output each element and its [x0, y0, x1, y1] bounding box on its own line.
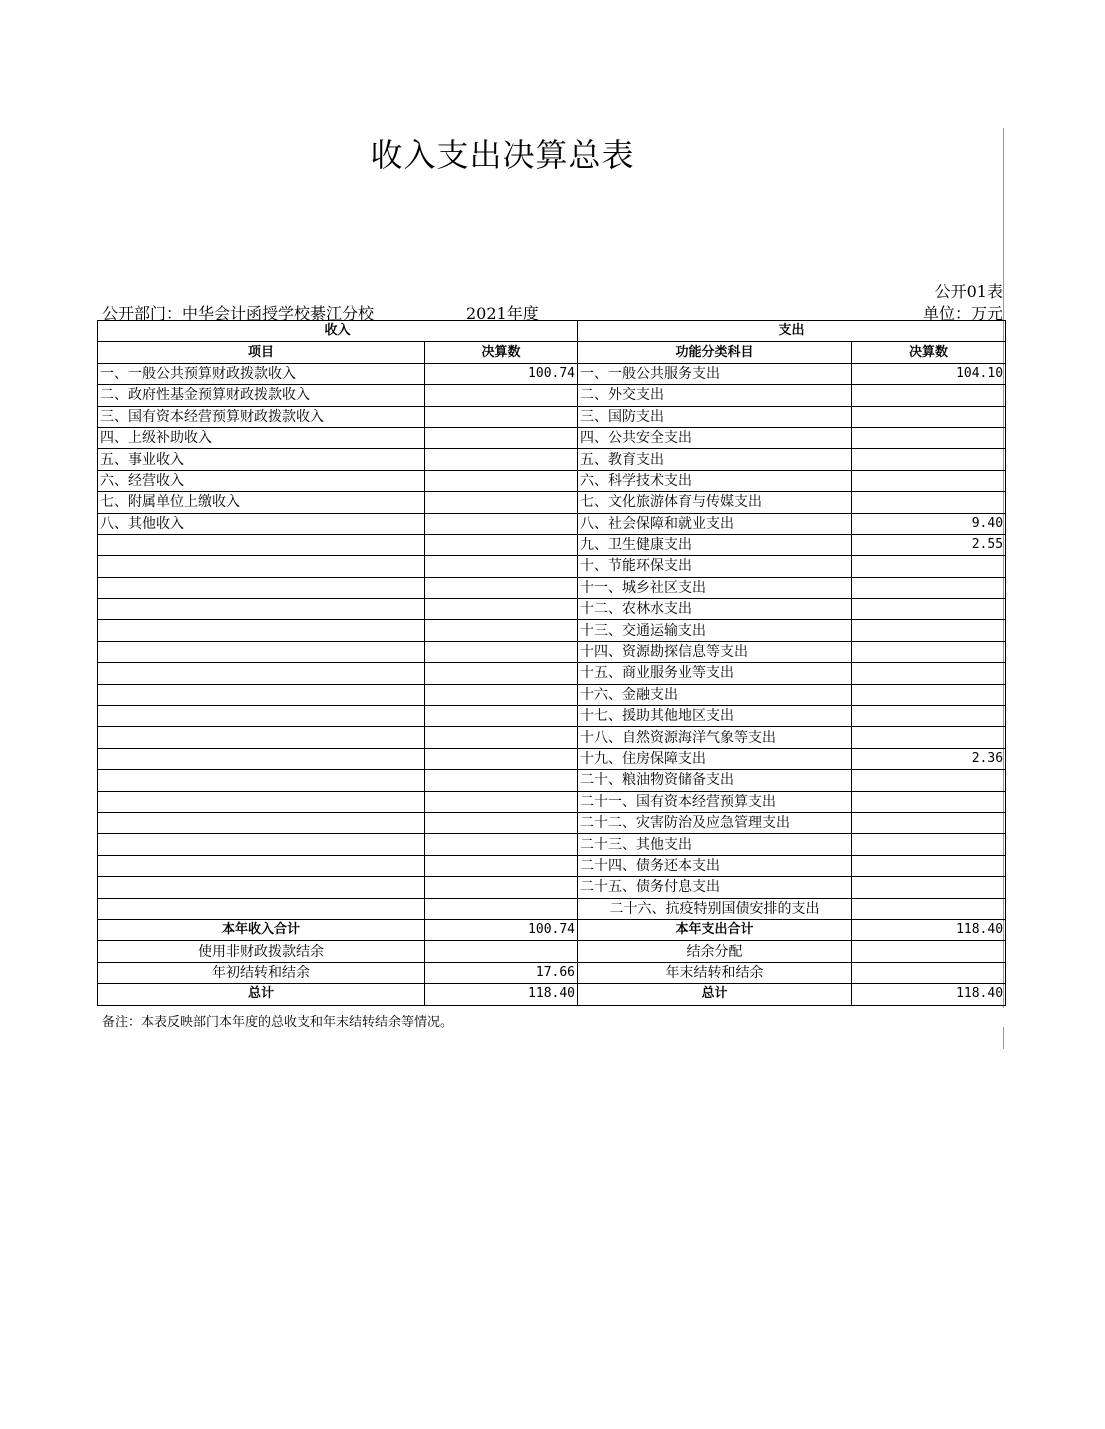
- summary-expense-amount: [852, 962, 1006, 983]
- expense-item: 五、教育支出: [578, 449, 852, 470]
- expense-item: 一、一般公共服务支出: [578, 363, 852, 384]
- expense-item: 十二、农林水支出: [578, 599, 852, 620]
- income-item: [98, 684, 425, 705]
- summary-income-amount: 100.74: [425, 919, 578, 940]
- income-item: 五、事业收入: [98, 449, 425, 470]
- income-amount: [425, 791, 578, 812]
- table-row: [98, 727, 1006, 748]
- expense-item: 十六、金融支出: [578, 684, 852, 705]
- expense-item: 十八、自然资源海洋气象等支出: [578, 727, 852, 748]
- income-item: 三、国有资本经营预算财政拨款收入: [98, 406, 425, 427]
- table-row: [98, 556, 1006, 577]
- table-row: [98, 706, 1006, 727]
- expense-amount: [852, 620, 1006, 641]
- summary-expense-label: 结余分配: [578, 941, 852, 962]
- income-amount: [425, 534, 578, 555]
- expense-amount: [852, 770, 1006, 791]
- expense-amount: [852, 684, 1006, 705]
- expense-amount: [852, 898, 1006, 919]
- income-amount: [425, 684, 578, 705]
- table-row: [98, 534, 1006, 555]
- income-item: 七、附属单位上缴收入: [98, 492, 425, 513]
- expense-item: 八、社会保障和就业支出: [578, 513, 852, 534]
- income-header: 收入: [98, 321, 578, 342]
- income-item: [98, 748, 425, 769]
- income-item: [98, 877, 425, 898]
- expense-item: 九、卫生健康支出: [578, 534, 852, 555]
- expense-amount: [852, 812, 1006, 833]
- income-amount: [425, 855, 578, 876]
- page-divider-lower: [1003, 1027, 1004, 1049]
- summary-row: [98, 962, 1006, 983]
- table-row: [98, 406, 1006, 427]
- expense-item: 四、公共安全支出: [578, 427, 852, 448]
- expense-amount: 2.55: [852, 534, 1006, 555]
- table-row: [98, 855, 1006, 876]
- expense-amount: 9.40: [852, 513, 1006, 534]
- income-amount: [425, 599, 578, 620]
- income-item: [98, 577, 425, 598]
- year-label: 2021年度: [466, 304, 539, 323]
- column-header-row: [98, 342, 1006, 363]
- expense-amount: [852, 556, 1006, 577]
- function-class-column-header: 功能分类科目: [578, 342, 852, 363]
- income-item: [98, 641, 425, 662]
- summary-expense-amount: 118.40: [852, 984, 1006, 1005]
- income-item: 八、其他收入: [98, 513, 425, 534]
- footnote: 备注：本表反映部门本年度的总收支和年末结转结余等情况。: [102, 1015, 454, 1030]
- expense-amount: 2.36: [852, 748, 1006, 769]
- income-item: [98, 898, 425, 919]
- expense-amount: [852, 706, 1006, 727]
- income-item: [98, 663, 425, 684]
- table-row: [98, 599, 1006, 620]
- summary-row: [98, 941, 1006, 962]
- expense-amount: [852, 641, 1006, 662]
- expense-item: 二十一、国有资本经营预算支出: [578, 791, 852, 812]
- expense-amount: [852, 470, 1006, 491]
- summary-expense-label: 总计: [578, 984, 852, 1005]
- expense-item: 二、外交支出: [578, 385, 852, 406]
- expense-amount: [852, 791, 1006, 812]
- expense-item: 二十二、灾害防治及应急管理支出: [578, 812, 852, 833]
- expense-item: 十一、城乡社区支出: [578, 577, 852, 598]
- table-row: [98, 492, 1006, 513]
- summary-income-label: 总计: [98, 984, 425, 1005]
- summary-expense-label: 年末结转和结余: [578, 962, 852, 983]
- form-number: 公开01表: [934, 282, 1003, 301]
- expense-amount: [852, 599, 1006, 620]
- income-amount: [425, 449, 578, 470]
- income-amount: [425, 556, 578, 577]
- table-row: [98, 513, 1006, 534]
- table-row: [98, 577, 1006, 598]
- expense-amount: [852, 663, 1006, 684]
- income-amount: [425, 427, 578, 448]
- expense-amount: [852, 492, 1006, 513]
- table-row: [98, 449, 1006, 470]
- expense-item: 二十、粮油物资储备支出: [578, 770, 852, 791]
- section-header-row: [98, 321, 1006, 342]
- expense-amount: [852, 427, 1006, 448]
- table-row: [98, 791, 1006, 812]
- income-item: 二、政府性基金预算财政拨款收入: [98, 385, 425, 406]
- table-row: [98, 470, 1006, 491]
- table-row: [98, 620, 1006, 641]
- item-column-header: 项目: [98, 342, 425, 363]
- table-row: [98, 877, 1006, 898]
- income-amount: [425, 898, 578, 919]
- expense-amount: [852, 877, 1006, 898]
- income-item: 四、上级补助收入: [98, 427, 425, 448]
- expense-amount: [852, 385, 1006, 406]
- income-amount: [425, 706, 578, 727]
- income-amount: [425, 620, 578, 641]
- summary-income-amount: 118.40: [425, 984, 578, 1005]
- summary-row: [98, 919, 1006, 940]
- income-item: 六、经营收入: [98, 470, 425, 491]
- income-amount-column-header: 决算数: [425, 342, 578, 363]
- table-row: [98, 641, 1006, 662]
- budget-table: [97, 320, 1006, 1006]
- income-item: [98, 727, 425, 748]
- income-amount: [425, 385, 578, 406]
- income-item: [98, 599, 425, 620]
- table-row: [98, 748, 1006, 769]
- expense-item: 三、国防支出: [578, 406, 852, 427]
- expense-item: 十七、援助其他地区支出: [578, 706, 852, 727]
- expense-amount: [852, 577, 1006, 598]
- expense-amount: 104.10: [852, 363, 1006, 384]
- summary-income-amount: [425, 941, 578, 962]
- table-row: [98, 427, 1006, 448]
- expense-item: 二十三、其他支出: [578, 834, 852, 855]
- table-row: [98, 385, 1006, 406]
- summary-income-label: 使用非财政拨款结余: [98, 941, 425, 962]
- income-amount: [425, 513, 578, 534]
- expense-amount: [852, 406, 1006, 427]
- income-item: [98, 770, 425, 791]
- table-row: [98, 684, 1006, 705]
- table-row: [98, 898, 1006, 919]
- income-amount: [425, 727, 578, 748]
- income-amount: [425, 663, 578, 684]
- income-item: [98, 812, 425, 833]
- income-item: [98, 791, 425, 812]
- expense-amount: [852, 855, 1006, 876]
- income-amount: [425, 577, 578, 598]
- income-amount: [425, 406, 578, 427]
- expense-item: 二十六、抗疫特别国债安排的支出: [578, 898, 852, 919]
- expense-header: 支出: [578, 321, 1006, 342]
- table-row: [98, 363, 1006, 384]
- income-amount: [425, 770, 578, 791]
- expense-amount-column-header: 决算数: [852, 342, 1006, 363]
- income-item: [98, 834, 425, 855]
- income-item: [98, 706, 425, 727]
- income-amount: [425, 641, 578, 662]
- expense-item: 二十五、债务付息支出: [578, 877, 852, 898]
- income-item: [98, 855, 425, 876]
- income-amount: [425, 834, 578, 855]
- page-title: 收入支出决算总表: [370, 136, 635, 174]
- summary-income-amount: 17.66: [425, 962, 578, 983]
- expense-item: 十九、住房保障支出: [578, 748, 852, 769]
- expense-item: 二十四、债务还本支出: [578, 855, 852, 876]
- summary-expense-amount: [852, 941, 1006, 962]
- table-row: [98, 663, 1006, 684]
- expense-amount: [852, 834, 1006, 855]
- expense-amount: [852, 449, 1006, 470]
- expense-item: 七、文化旅游体育与传媒支出: [578, 492, 852, 513]
- summary-income-label: 年初结转和结余: [98, 962, 425, 983]
- department-label: 公开部门：中华会计函授学校綦江分校: [102, 304, 375, 323]
- table-row: [98, 770, 1006, 791]
- summary-expense-amount: 118.40: [852, 919, 1006, 940]
- expense-amount: [852, 727, 1006, 748]
- income-amount: [425, 877, 578, 898]
- income-amount: [425, 470, 578, 491]
- income-amount: [425, 748, 578, 769]
- summary-income-label: 本年收入合计: [98, 919, 425, 940]
- expense-item: 十三、交通运输支出: [578, 620, 852, 641]
- expense-item: 十、节能环保支出: [578, 556, 852, 577]
- unit-label: 单位：万元: [922, 304, 1003, 323]
- income-item: [98, 620, 425, 641]
- summary-row: [98, 984, 1006, 1005]
- income-amount: [425, 492, 578, 513]
- expense-item: 六、科学技术支出: [578, 470, 852, 491]
- expense-item: 十四、资源勘探信息等支出: [578, 641, 852, 662]
- summary-expense-label: 本年支出合计: [578, 919, 852, 940]
- table-row: [98, 812, 1006, 833]
- income-amount: 100.74: [425, 363, 578, 384]
- income-amount: [425, 812, 578, 833]
- income-item: [98, 534, 425, 555]
- table-row: [98, 834, 1006, 855]
- income-item: 一、一般公共预算财政拨款收入: [98, 363, 425, 384]
- income-item: [98, 556, 425, 577]
- expense-item: 十五、商业服务业等支出: [578, 663, 852, 684]
